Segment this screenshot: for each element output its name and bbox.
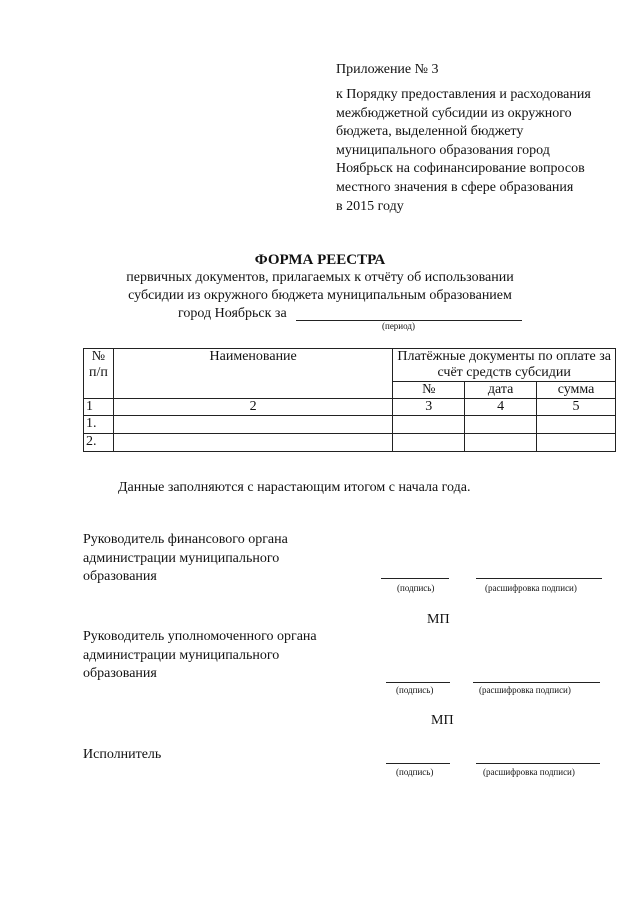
role-line: образования	[83, 666, 157, 681]
role-line: Руководитель финансового органа	[83, 532, 288, 547]
table-index-row	[84, 399, 616, 416]
finance-head-label	[83, 531, 288, 587]
executor-decode-field[interactable]	[476, 763, 600, 764]
role-line: образования	[83, 569, 157, 584]
table-row	[84, 416, 616, 434]
finance-signature-field[interactable]	[381, 578, 449, 579]
row-cell[interactable]	[465, 416, 537, 434]
register-table	[83, 348, 616, 452]
authorized-decode-field[interactable]	[473, 682, 600, 683]
authorized-head-label	[83, 628, 317, 684]
appendix-line: муниципального образования город	[336, 142, 550, 158]
row-cell[interactable]	[537, 434, 616, 452]
period-caption: (период)	[382, 321, 415, 331]
stamp-place-label: МП	[427, 612, 450, 627]
appendix-line: местного значения в сфере образования	[336, 179, 574, 195]
signature-caption: (подпись)	[397, 583, 435, 593]
header-name: Наименование	[113, 349, 392, 399]
row-cell[interactable]	[393, 434, 465, 452]
subheader-no: №	[393, 382, 465, 399]
appendix-line: в 2015 году	[336, 198, 404, 214]
subtitle-line-2: субсидии из окружного бюджета муниципальным образованием	[128, 288, 512, 303]
header-payment: Платёжные документы по оплате за счёт средств субсидии	[393, 349, 616, 382]
decode-caption: (расшифровка подписи)	[479, 685, 571, 695]
subtitle-line-1: первичных документов, прилагаемых к отчёту об использовании	[126, 270, 514, 285]
row-cell[interactable]	[113, 434, 392, 452]
row-cell[interactable]	[465, 434, 537, 452]
stamp-place-label: МП	[431, 713, 454, 728]
role-line: Руководитель уполномоченного органа	[83, 629, 317, 644]
index-cell: 3	[393, 399, 465, 416]
row-cell[interactable]	[537, 416, 616, 434]
subheader-sum: сумма	[537, 382, 616, 399]
appendix-line: бюджета, выделенной бюджету	[336, 124, 524, 140]
appendix-description	[336, 86, 636, 216]
form-title: ФОРМА РЕЕСТРА	[254, 252, 386, 268]
finance-decode-field[interactable]	[476, 578, 602, 579]
decode-caption: (расшифровка подписи)	[483, 767, 575, 777]
executor-signature-field[interactable]	[386, 763, 450, 764]
row-cell[interactable]	[393, 416, 465, 434]
appendix-number: Приложение № 3	[336, 62, 439, 77]
role-line: администрации муниципального	[83, 647, 280, 663]
appendix-line: к Порядку предоставления и расходования	[336, 87, 591, 102]
table-header-row	[84, 349, 616, 382]
table-row	[84, 434, 616, 452]
signature-caption: (подпись)	[396, 767, 434, 777]
executor-label: Исполнитель	[83, 747, 162, 762]
appendix-line: межбюджетной субсидии из окружного	[336, 105, 572, 121]
index-cell: 1	[84, 399, 114, 416]
authorized-signature-field[interactable]	[386, 682, 450, 683]
index-cell: 5	[537, 399, 616, 416]
row-number: 1.	[84, 416, 114, 434]
subtitle-line-3: город Ноябрьск за	[178, 306, 287, 321]
fill-note: Данные заполняются с нарастающим итогом с начала года.	[118, 480, 471, 495]
decode-caption: (расшифровка подписи)	[485, 583, 577, 593]
role-line: администрации муниципального	[83, 550, 280, 566]
index-cell: 4	[465, 399, 537, 416]
index-cell: 2	[113, 399, 392, 416]
row-cell[interactable]	[113, 416, 392, 434]
header-num: № п/п	[84, 349, 114, 399]
row-number: 2.	[84, 434, 114, 452]
signature-caption: (подпись)	[396, 685, 434, 695]
appendix-line: Ноябрьск на софинансирование вопросов	[336, 161, 585, 177]
subheader-date: дата	[465, 382, 537, 399]
